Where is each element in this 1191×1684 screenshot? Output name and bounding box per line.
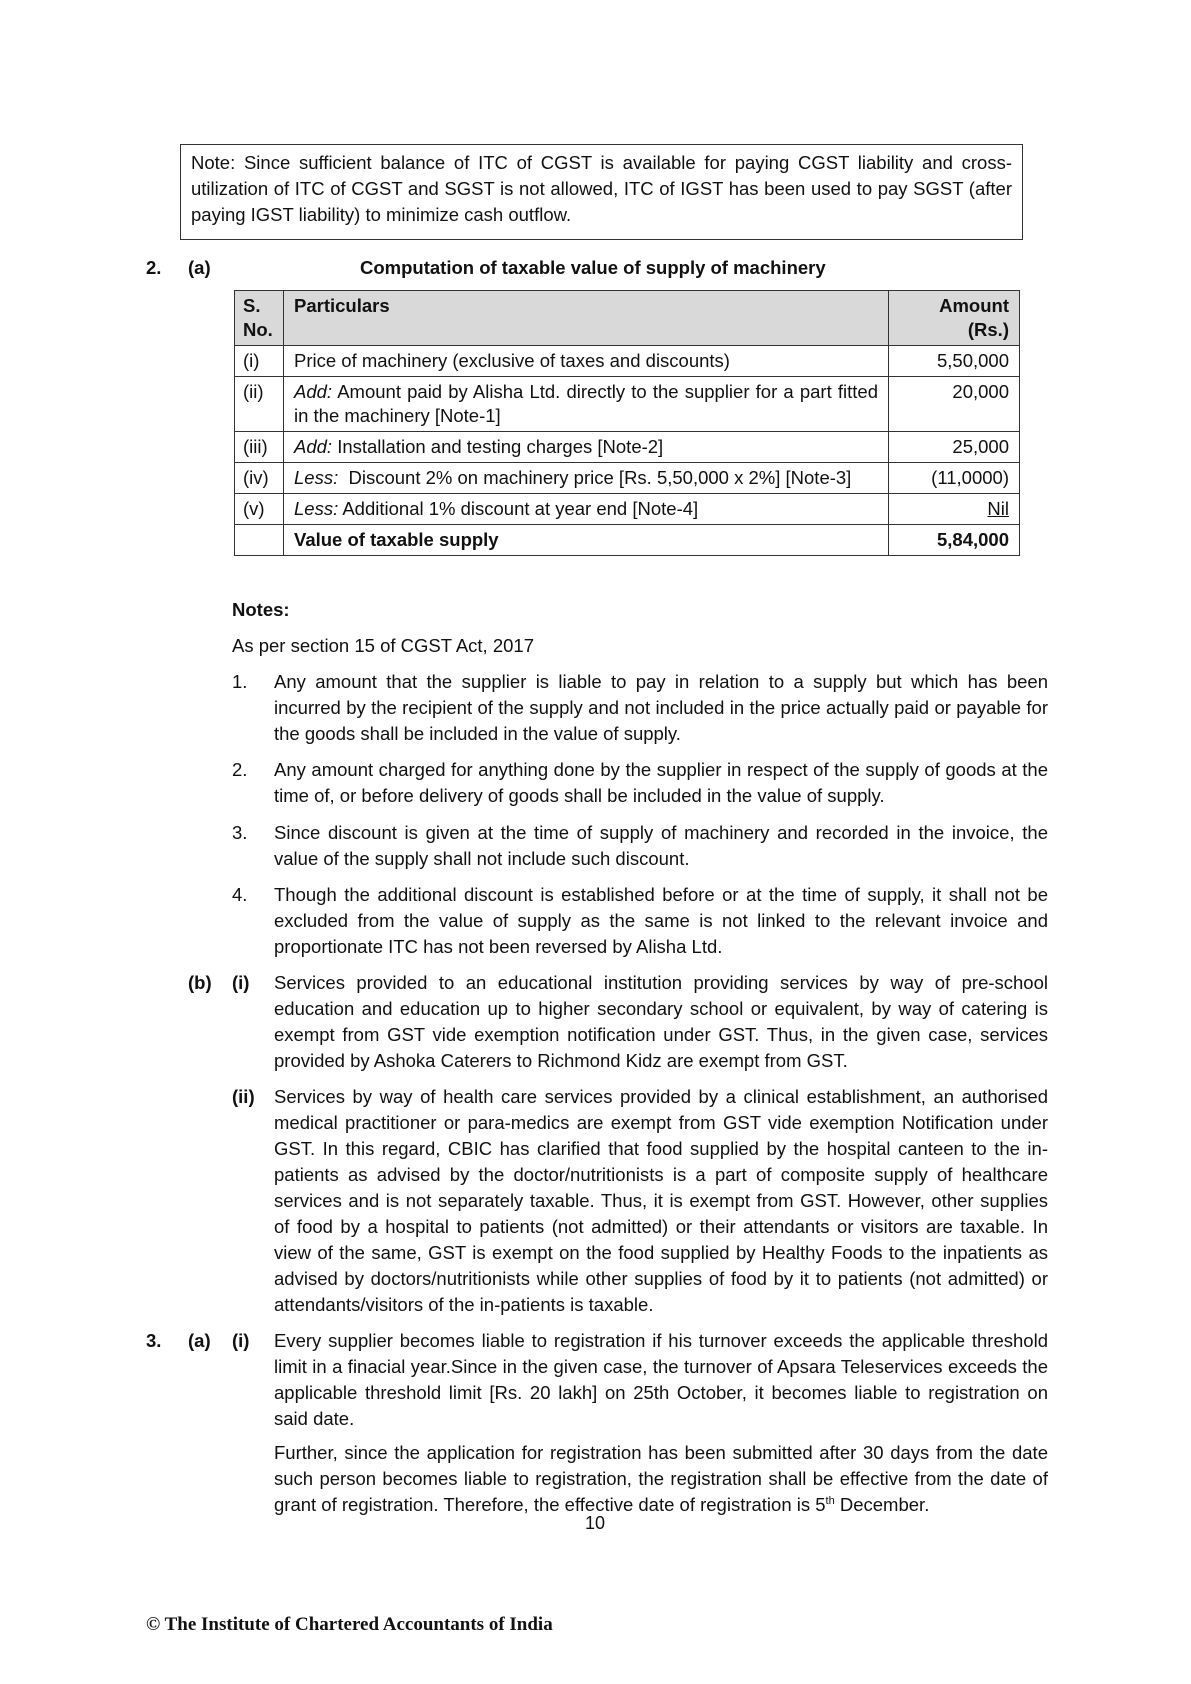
sub-label-3a-i: (i)	[232, 1330, 250, 1351]
total-amount: 5,84,000	[889, 525, 1020, 556]
row-sno: (v)	[235, 494, 284, 525]
footer-copyright: © The Institute of Chartered Accountants of India	[146, 1614, 553, 1635]
row-text: Discount 2% on machinery price [Rs. 5,50,000 x 2%] [Note-3]	[338, 467, 852, 488]
table-total-row	[235, 525, 1020, 556]
answer-3a-i-p1: Every supplier becomes liable to registration if his turnover exceeds the applicable threshold limit in a finacial year.Since in the given case, the turnover of Apsara Teleservices exceeds the applicable threshold limit [Rs. 20 lakh] on 25th October, it becomes liable to registration on said date.	[274, 1330, 1048, 1429]
question-number-3: 3.	[146, 1330, 162, 1351]
row-particulars	[284, 346, 889, 377]
row-text: Price of machinery (exclusive of taxes and discounts)	[294, 350, 730, 371]
row-particulars	[284, 494, 889, 525]
row-sno: (iv)	[235, 463, 284, 494]
row-sno: (iii)	[235, 432, 284, 463]
row-text: Amount paid by Alisha Ltd. directly to the supplier for a part fitted in the machinery [Note-1]	[294, 381, 878, 426]
answer-b-i: Services provided to an educational institution providing services by way of pre-school education and education up to higher secondary school or equivalent, by way of catering is exempt from GST vide exemption notification under GST. Thus, in the given case, services provided by Ashoka Caterers to Richmond Kidz are exempt from GST.	[274, 972, 1048, 1071]
row-amount	[889, 494, 1020, 525]
row-amount: (11,0000)	[889, 463, 1020, 494]
note-text: Note: Since sufficient balance of ITC of CGST is available for paying CGST liability and cross-utilization of ITC of CGST and SGST is not allowed, ITC of IGST has been used to pay SGST (after paying IGST liability) to minimize cash outflow.	[191, 152, 1012, 225]
answer-3a-i-p2-text: Further, since the application for registration has been submitted after 30 days from the date such person becomes liable to registration, the registration shall be effective from the date of grant of registration. Therefore, the effective date of registration is 5	[274, 1442, 1048, 1515]
row-amount: 5,50,000	[889, 346, 1020, 377]
row-amount: 25,000	[889, 432, 1020, 463]
table-header-row	[235, 291, 1020, 346]
part-label-2b: (b)	[188, 972, 212, 993]
row-sno: (ii)	[235, 377, 284, 432]
row-text: Installation and testing charges [Note-2]	[332, 436, 664, 457]
table-row	[235, 494, 1020, 525]
row-text: Additional 1% discount at year end [Note-4]	[338, 498, 699, 519]
part-label-3a: (a)	[188, 1330, 211, 1351]
ordinal-suffix: th	[825, 1494, 835, 1507]
header-sno: S. No.	[235, 291, 284, 346]
computation-table	[234, 290, 1020, 556]
row-prefix: Add:	[294, 381, 333, 402]
header-amount: Amount (Rs.)	[889, 291, 1020, 346]
note-number: 3.	[232, 822, 248, 843]
answer-3a-i-p2-end: December.	[834, 1494, 930, 1515]
note-text-3: Since discount is given at the time of supply of machinery and recorded in the invoice, the value of the supply shall not include such discount.	[274, 822, 1048, 869]
row-prefix: Add:	[294, 436, 333, 457]
row-particulars	[284, 377, 889, 432]
note-text-2: Any amount charged for anything done by the supplier in respect of the supply of goods at the time of, or before delivery of goods shall be included in the value of supply.	[274, 759, 1048, 806]
note-box	[180, 144, 1023, 240]
notes-title: Notes:	[232, 599, 290, 620]
note-number: 2.	[232, 759, 248, 780]
total-label: Value of taxable supply	[284, 525, 889, 556]
notes-intro: As per section 15 of CGST Act, 2017	[232, 635, 534, 656]
answer-b-ii: Services by way of health care services provided by a clinical establishment, an authorised medical practitioner or para-medics are exempt from GST vide exemption Notification under GST. In this regard, CBIC has clarified that food supplied by the hospital canteen to the in-patients as advised by the doctor/nutritionists is a part of composite supply of healthcare services and is not separately taxable. Thus, it is exempt from GST. However, other supplies of food by a hospital to patients (not admitted) or their attendants or visitors are taxable. In view of the same, GST is exempt on the food supplied by Healthy Foods to the inpatients as advised by doctors/nutritionists while other supplies of food by it to patients (not admitted) or attendants/visitors of the in-patients is taxable.	[274, 1086, 1048, 1315]
row-prefix: Less:	[294, 467, 339, 488]
sub-label-b-ii: (ii)	[232, 1086, 255, 1107]
answer-3a-i-p2	[274, 1440, 1048, 1518]
row-amount: 20,000	[889, 377, 1020, 432]
header-particulars: Particulars	[284, 291, 889, 346]
table-row	[235, 432, 1020, 463]
page-number: 10	[585, 1513, 606, 1533]
note-text-4: Though the additional discount is established before or at the time of supply, it shall not be excluded from the value of supply as the same is not linked to the relevant invoice and proportionate ITC has not been reversed by Alisha Ltd.	[274, 884, 1048, 957]
row-particulars	[284, 432, 889, 463]
note-number: 1.	[232, 671, 248, 692]
table-row	[235, 346, 1020, 377]
row-sno: (i)	[235, 346, 284, 377]
table-row	[235, 463, 1020, 494]
row-particulars	[284, 463, 889, 494]
section-heading: Computation of taxable value of supply of machinery	[360, 257, 826, 278]
part-label-2a: (a)	[188, 257, 211, 278]
nil-amount: Nil	[987, 498, 1009, 519]
table-row	[235, 377, 1020, 432]
question-number-2: 2.	[146, 257, 162, 278]
note-text-1: Any amount that the supplier is liable to pay in relation to a supply but which has been incurred by the recipient of the supply and not included in the price actually paid or payable for the goods shall be included in the value of supply.	[274, 671, 1048, 744]
note-number: 4.	[232, 884, 248, 905]
total-sno	[235, 525, 284, 556]
sub-label-b-i: (i)	[232, 972, 250, 993]
row-prefix: Less:	[294, 498, 339, 519]
